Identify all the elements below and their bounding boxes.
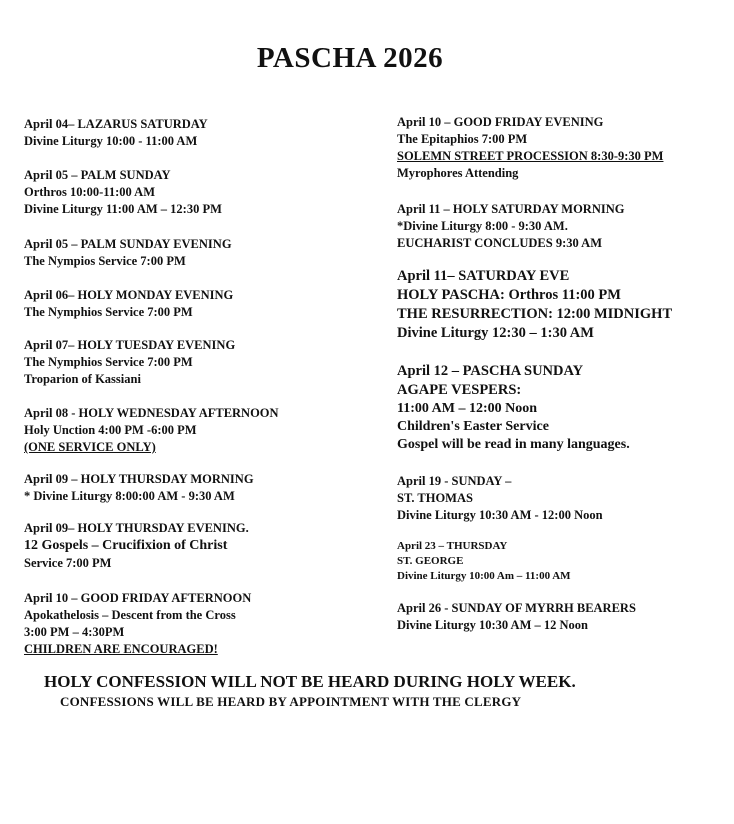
event-line: THE RESURRECTION: 12:00 MIDNIGHT xyxy=(397,306,673,322)
event-palm-sunday xyxy=(24,167,369,218)
event-line: Myrophores Attending xyxy=(397,166,519,180)
page-title: PASCHA 2026 xyxy=(256,42,444,74)
event-line: 11:00 AM – 12:00 Noon xyxy=(397,401,537,416)
event-header: April 11 – HOLY SATURDAY MORNING xyxy=(397,202,625,216)
event-header: April 05 – PALM SUNDAY xyxy=(24,168,171,182)
event-line: AGAPE VESPERS: xyxy=(397,382,522,398)
confession-notice: HOLY CONFESSION WILL NOT BE HEARD DURING HOLY WEEK. xyxy=(44,672,576,691)
event-line: Troparion of Kassiani xyxy=(24,372,141,386)
event-myrrh-bearers xyxy=(397,600,727,634)
event-header: April 05 – PALM SUNDAY EVENING xyxy=(24,237,232,251)
event-line: HOLY PASCHA: Orthros 11:00 PM xyxy=(397,287,621,303)
event-pascha-sunday xyxy=(397,362,727,454)
event-line: Holy Unction 4:00 PM -6:00 PM xyxy=(24,423,197,437)
event-line: 3:00 PM – 4:30PM xyxy=(24,625,125,639)
event-holy-monday xyxy=(24,287,369,321)
event-header: April 08 - HOLY WEDNESDAY AFTERNOON xyxy=(24,406,279,420)
event-line: 12 Gospels – Crucifixion of Christ xyxy=(24,538,228,553)
event-line: ST. THOMAS xyxy=(397,491,473,505)
event-line: Gospel will be read in many languages. xyxy=(397,437,630,452)
event-header: April 09 – HOLY THURSDAY MORNING xyxy=(24,472,254,486)
event-header: April 11– SATURDAY EVE xyxy=(397,268,570,284)
confession-sub-notice: CONFESSIONS WILL BE HEARD BY APPOINTMENT WITH THE CLERGY xyxy=(60,694,522,709)
event-header: April 06– HOLY MONDAY EVENING xyxy=(24,288,234,302)
event-line: The Nymphios Service 7:00 PM xyxy=(24,305,193,319)
event-line: EUCHARIST CONCLUDES 9:30 AM xyxy=(397,236,603,250)
event-good-friday-evening xyxy=(397,114,727,182)
event-good-friday-afternoon xyxy=(24,590,369,658)
event-header: April 12 – PASCHA SUNDAY xyxy=(397,363,584,379)
event-lazarus-saturday xyxy=(24,116,369,150)
event-line: Divine Liturgy 10:30 AM – 12 Noon xyxy=(397,618,588,632)
event-holy-thursday-morning xyxy=(24,471,369,505)
event-line: (ONE SERVICE ONLY) xyxy=(24,440,156,454)
event-line: Orthros 10:00-11:00 AM xyxy=(24,185,156,199)
event-header: April 07– HOLY TUESDAY EVENING xyxy=(24,338,236,352)
event-header: April 10 – GOOD FRIDAY EVENING xyxy=(397,115,604,129)
event-header: April 04– LAZARUS SATURDAY xyxy=(24,117,208,131)
event-line: Divine Liturgy 10:00 - 11:00 AM xyxy=(24,134,198,148)
event-line: Divine Liturgy 12:30 – 1:30 AM xyxy=(397,325,594,341)
event-line: Service 7:00 PM xyxy=(24,556,112,570)
event-line: * Divine Liturgy 8:00:00 AM - 9:30 AM xyxy=(24,489,235,503)
event-line: CHILDREN ARE ENCOURAGED! xyxy=(24,642,218,656)
event-line: Divine Liturgy 10:30 AM - 12:00 Noon xyxy=(397,508,603,522)
event-header: April 19 - SUNDAY – xyxy=(397,474,512,488)
event-line: *Divine Liturgy 8:00 - 9:30 AM. xyxy=(397,219,568,233)
event-saturday-eve xyxy=(397,267,727,343)
event-header: April 10 – GOOD FRIDAY AFTERNOON xyxy=(24,591,252,605)
event-holy-wednesday xyxy=(24,405,369,456)
event-line: Apokathelosis – Descent from the Cross xyxy=(24,608,236,622)
event-st-george xyxy=(397,539,727,584)
event-line: The Nympios Service 7:00 PM xyxy=(24,254,186,268)
event-header: April 26 - SUNDAY OF MYRRH BEARERS xyxy=(397,601,636,615)
event-header: April 09– HOLY THURSDAY EVENING. xyxy=(24,521,249,535)
event-line: Children's Easter Service xyxy=(397,419,549,434)
event-st-thomas xyxy=(397,473,727,524)
event-holy-tuesday xyxy=(24,337,369,388)
event-line: Divine Liturgy 10:00 Am – 11:00 AM xyxy=(397,570,571,582)
event-line: SOLEMN STREET PROCESSION 8:30-9:30 PM xyxy=(397,149,664,163)
event-holy-thursday-evening xyxy=(24,520,369,572)
event-line: The Nymphios Service 7:00 PM xyxy=(24,355,193,369)
event-holy-saturday-morning xyxy=(397,201,727,252)
event-header: April 23 – THURSDAY xyxy=(397,540,508,552)
event-line: The Epitaphios 7:00 PM xyxy=(397,132,528,146)
event-line: Divine Liturgy 11:00 AM – 12:30 PM xyxy=(24,202,222,216)
event-line: ST. GEORGE xyxy=(397,555,464,567)
event-palm-sunday-evening xyxy=(24,236,369,270)
